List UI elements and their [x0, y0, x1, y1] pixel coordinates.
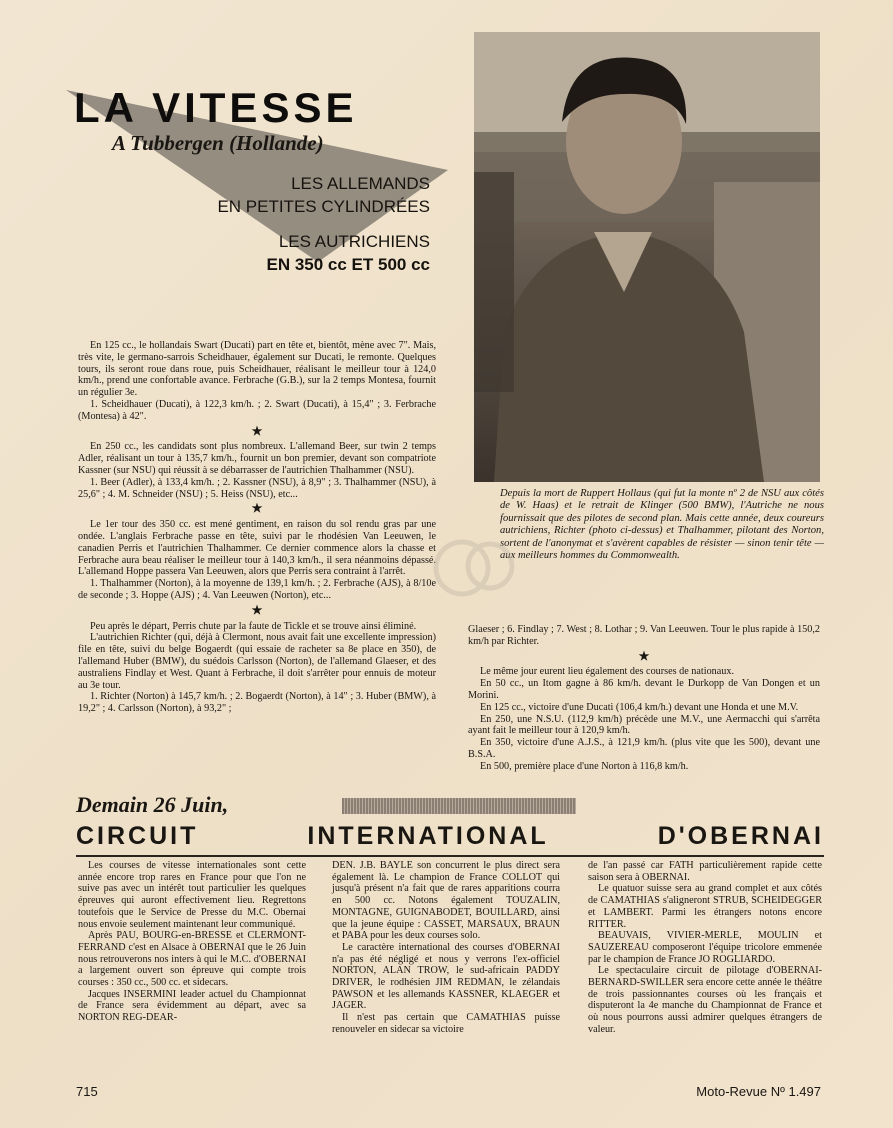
section-rule [76, 855, 824, 857]
results-350cc: 1. Thalhammer (Norton), à la moyenne de 139,1 km/h. ; 2. Ferbrache (AJS), à 8/10e de seconde ; 3. Hoppe (AJS) ; 4. Van Leeuwen (Norton), etc... [78, 578, 436, 601]
paragraph-nat-350: En 350, victoire d'une A.J.S., à 121,9 km/h. (plus vite que les 500), devant une B.S.A. [468, 737, 820, 760]
obernai-column-1 [78, 860, 306, 1024]
section-headline [76, 822, 824, 851]
paragraph-250cc: En 250 cc., les candidats sont plus nombreux. L'allemand Beer, sur twin 2 temps Adler, réalisant un tour à 135,7 km/h., fournit un bon premier, devant son compatriote Kassner (sur NSU) qui réussit à se débarrasser de l'autrichien Thalhammer (NSU). [78, 441, 436, 476]
paragraph: Le spectaculaire circuit de pilotage d'OBERNAI-BERNARD-SWILLER sera encore cette année le théâtre de trois passionnantes courses où les français et disputeront la 4e manche du Championnat de France et où nous pourrons aussi admirer quelques étrangers de valeur. [588, 965, 822, 1035]
paragraph-500cc-a: Peu après le départ, Perris chute par la faute de Tickle et se trouve ainsi éliminé. [90, 620, 417, 632]
results-500cc: 1. Richter (Norton) à 145,7 km/h. ; 2. Bogaerdt (Norton), à 14" ; 3. Huber (BMW), à 19,2" ; 4. Carlsson (Norton), à 93,2" ; [78, 691, 436, 715]
article-headline: LA VITESSE [74, 84, 358, 131]
results-125cc: 1. Scheidhauer (Ducati), à 122,3 km/h. ; 2. Swart (Ducati), à 15,4" ; 3. Ferbrache (Montesa) à 42". [78, 398, 436, 422]
paragraph: DEN. J.B. BAYLE son concurrent le plus direct sera également là. Le champion de France COLLOT qui jusqu'à présent n'a fait que de rares apparitions courra en 500 cc. Notons également TOUZALIN, MONTAGNE, GUIGNABODET, BOUILLARD, ainsi que la jeune équipe : CASSET, MARSAUX, BRAUN et PABA pour les deux courses solo. [332, 860, 560, 942]
paragraph-nat-250: En 250, une N.S.U. (112,9 km/h) précède une M.V., une Aermacchi qui s'arrêta ayant fait le meilleur tour à 120,9 km/h. [468, 713, 820, 737]
magazine-issue: Moto-Revue Nº 1.497 [696, 1084, 821, 1099]
paragraph: Le caractère international des courses d'OBERNAI n'a pas été négligé et nous y verrons l'ex-officiel NORTON, ALAN TROW, le sud-africain PADDY DRIVER, le rodhésien JIM REDMAN, le zélandais PAWSON et les allemands KASSNER, KLAEGER et JAGER. [332, 941, 560, 1012]
star-divider: ★ [251, 501, 263, 516]
paragraph-nat-500: En 500, première place d'une Norton à 116,8 km/h. [480, 760, 689, 772]
paragraph: Il n'est pas certain que CAMATHIAS puisse renouveler en sidecar sa victoire [332, 1012, 560, 1035]
results-500cc-cont: Glaeser ; 6. Findlay ; 7. West ; 8. Lothar ; 9. Van Leeuwen. Tour le plus rapide à 150,2 km/h par Richter. [468, 624, 820, 647]
star-divider: ★ [251, 602, 263, 617]
article-subtitle: A Tubbergen (Hollande) [112, 131, 324, 155]
photo-caption: Depuis la mort de Ruppert Hollaus (qui fut la monte nº 2 de NSU aux côtés de W. Haas) et le retrait de Klinger (500 BMW), l'Autriche ne nous fournissait que des pilotes de second plan. Mais cette année, deux coureurs autrichiens, Richter (photo ci-dessus) et Thalhammer, pilotant des Norton, sortent de l'anonymat et s'avèrent capables de résister — sinon tenir tête — aux meilleurs hommes du Commonwealth. [500, 488, 824, 562]
results-250cc: 1. Beer (Adler), à 133,4 km/h. ; 2. Kassner (NSU), à 8,9" ; 3. Thalhammer (NSU), à 25,6" ; 4. M. Schneider (NSU) ; 5. Heiss (NSU), etc... [78, 476, 436, 500]
paragraph-500cc-b: L'autrichien Richter (qui, déjà à Clermont, nous avait fait une excellente impression) file en tête, suivi du belge Bogaerdt (qui essaie de racheter sa 8e place en 350), de l'allemand Huber (BMW), du suédois Carlsson (Norton), de l'allemand Glaeser, et des australiens Findlay et West. Quant à Ferbrache, il doit s'arrêter pour ennuis de moteur au 3e tour. [78, 632, 436, 691]
obernai-column-2 [332, 860, 560, 1036]
paragraph-125cc: En 125 cc., le hollandais Swart (Ducati) part en tête et, bientôt, mène avec 7". Mais, très vite, le germano-sarrois Scheidhauer, également sur Ducati, le remonte. Quelques tours, ils seront roue dans roue, puis Scheidhauer, réalisant le meilleur tour à 124,0 km/h., prend une confortable avance. Ferbrache (G.B.), sur la 2 temps Montesa, fournit un régulier 3e. [78, 340, 436, 399]
paragraph: Après PAU, BOURG-en-BRESSE et CLERMONT-FERRAND c'est en Alsace à OBERNAI que le 26 Juin nous retrouverons nos inters à qui le M.C. d'OBERNAI a largement ouvert son épreuve qui compte trois courses : 350 cc., 500 cc. et sidecars. [78, 930, 306, 989]
deck-autrichiens: LES AUTRICHIENS EN 350 cc ET 500 cc [266, 232, 430, 274]
paragraph-nationaux: Le même jour eurent lieu également des courses de nationaux. [480, 666, 735, 678]
paragraph: de l'an passé car FATH particulièrement rapide cette saison sera à OBERNAI. [588, 860, 822, 883]
article-left-column [78, 340, 436, 715]
page-number: 715 [76, 1084, 98, 1099]
section-date: Demain 26 Juin, [76, 792, 229, 817]
article-right-column [468, 624, 820, 773]
paragraph-350cc: Le 1er tour des 350 cc. est mené gentiment, en raison du sol rendu gras par une ondée. L'anglais Ferbrache passe en tête, suivi par le rhodésien Van Leeuwen, le canadien Perris et l'autrichien Thalhammer. Ce dernier commence alors la chasse et Ferbrache aura beau réaliser le meilleur tour à 140,3 km/h., il sera néanmoins dépassé. L'allemand Hoppe passera Van Leeuwen, alors que Perris sera contraint à l'arrêt. [78, 519, 436, 578]
section-decorative-bar [342, 798, 576, 814]
rider-photo [474, 32, 820, 482]
paragraph: Le quatuor suisse sera au grand complet et aux côtés de CAMATHIAS s'aligneront STRUB, SCHEIDEGGER et LAMBERT. Parmi les étrangers notons encore RITTER. [588, 883, 822, 930]
star-divider: ★ [638, 648, 650, 663]
paragraph: Jacques INSERMINI leader actuel du Championnat de France sera évidemment au départ, avec sa NORTON REG-DEAR- [78, 988, 306, 1024]
paragraph-nat-50: En 50 cc., un Itom gagne à 86 km/h. devant le Durkopp de Van Dongen et un Morini. [468, 678, 820, 701]
paragraph-nat-125: En 125 cc., victoire d'une Ducati (106,4 km/h.) devant une Honda et une M.V. [480, 701, 799, 713]
headline-word: CIRCUIT [76, 822, 199, 850]
paragraph: Les courses de vitesse internationales sont cette année encore trop rares en France pour que l'on ne suive pas avec un intérêt tout particulier les quelques épreuves qui auront effectivement lieu. Regrettons toutefois que le Service de Presse du M.C. Obernai nous envoie seulement maintenant leur communiqué. [78, 860, 306, 930]
star-divider: ★ [251, 423, 263, 438]
headline-word: D'OBERNAI [657, 822, 824, 850]
headline-word: INTERNATIONAL [307, 822, 549, 850]
watermark-logo [432, 528, 518, 606]
paragraph: BEAUVAIS, VIVIER-MERLE, MOULIN et SAUZEREAU composeront l'équipe tricolore emmenée par le champion de France JO ROGLIARDO. [588, 930, 822, 965]
deck-allemands: LES ALLEMANDS EN PETITES CYLINDRÉES [217, 174, 430, 216]
obernai-column-3 [588, 860, 822, 1036]
